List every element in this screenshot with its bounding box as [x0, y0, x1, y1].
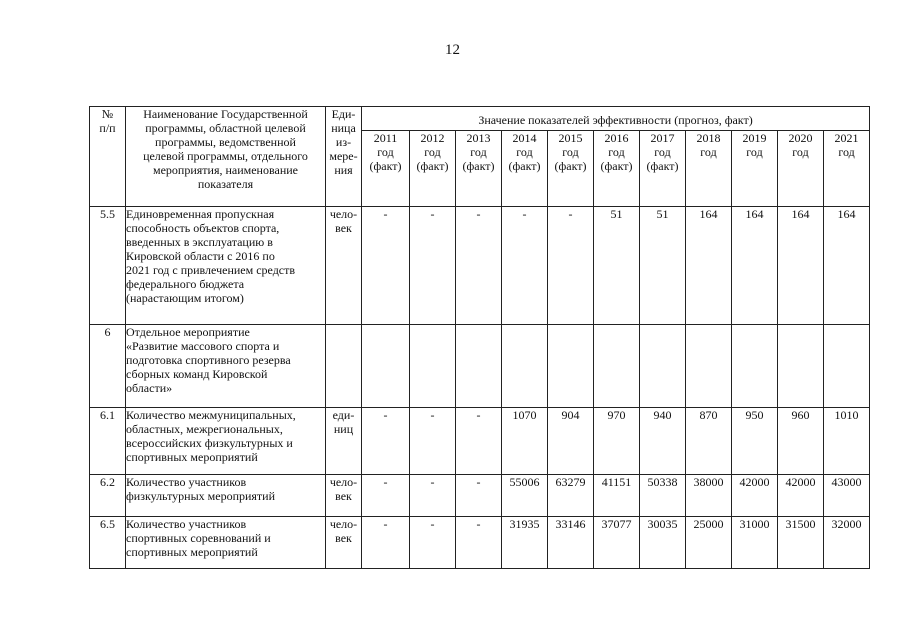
year-header-word: год	[654, 145, 671, 159]
unit-of-measure	[326, 517, 362, 569]
year-header-2015	[548, 131, 594, 207]
unit-of-measure	[326, 207, 362, 325]
year-header-2014	[502, 131, 548, 207]
year-header-word: год	[792, 145, 809, 159]
row-number: 5.5	[90, 207, 126, 325]
year-header-year: 2013	[466, 131, 491, 145]
year-header-2019	[732, 131, 778, 207]
year-header-year: 2018	[696, 131, 721, 145]
unit-of-measure	[326, 408, 362, 475]
value-cell-2020: 960	[778, 408, 824, 475]
value-cell-2011: -	[362, 408, 410, 475]
row-number: 6.1	[90, 408, 126, 475]
year-header-word: год	[377, 145, 394, 159]
value-cell-2018	[686, 325, 732, 408]
value-cell-2012: -	[410, 408, 456, 475]
value-cell-2013: -	[456, 517, 502, 569]
year-header-note: (факт)	[369, 159, 402, 173]
indicator-name	[126, 408, 326, 475]
value-cell-2012: -	[410, 475, 456, 517]
value-cell-2013: -	[456, 207, 502, 325]
indicator-name-line: способность объектов спорта,	[126, 221, 280, 235]
row-number: 6	[90, 325, 126, 408]
indicator-name-line: Отдельное мероприятие	[126, 325, 250, 339]
unit-line: век	[335, 531, 352, 545]
header-name-line: программы, ведомственной	[155, 135, 296, 149]
value-cell-2014	[502, 325, 548, 408]
year-header-note: (факт)	[508, 159, 541, 173]
value-cell-2021: 164	[824, 207, 870, 325]
unit-line: чело-	[329, 475, 358, 489]
unit-of-measure	[326, 325, 362, 408]
header-num-line: п/п	[99, 121, 116, 135]
value-cell-2016: 51	[594, 207, 640, 325]
header-name-line: мероприятия, наименование	[153, 163, 298, 177]
value-cell-2020	[778, 325, 824, 408]
value-cell-2020: 42000	[778, 475, 824, 517]
year-header-year: 2021	[834, 131, 859, 145]
indicator-name-line: спортивных мероприятий	[126, 545, 258, 559]
header-num-line: №	[101, 107, 114, 121]
value-cell-2014: 1070	[502, 408, 548, 475]
unit-line: век	[335, 221, 352, 235]
indicator-name	[126, 517, 326, 569]
year-header-year: 2012	[420, 131, 445, 145]
year-header-word: год	[700, 145, 717, 159]
unit-of-measure	[326, 475, 362, 517]
value-cell-2016: 970	[594, 408, 640, 475]
value-cell-2011: -	[362, 207, 410, 325]
value-cell-2016: 41151	[594, 475, 640, 517]
value-cell-2021: 43000	[824, 475, 870, 517]
indicator-name-line: Количество межмуниципальных,	[126, 408, 296, 422]
indicator-name-line: Единовременная пропускная	[126, 207, 275, 221]
value-cell-2012: -	[410, 207, 456, 325]
year-header-2018	[686, 131, 732, 207]
unit-line: еди-	[332, 408, 355, 422]
value-cell-2012	[410, 325, 456, 408]
indicator-name-line: сборных команд Кировской	[126, 367, 268, 381]
unit-line: чело-	[329, 207, 358, 221]
indicator-name-line: области»	[126, 381, 173, 395]
value-cell-2015	[548, 325, 594, 408]
header-unit-line: ница	[331, 121, 356, 135]
header-unit-line: из-	[335, 135, 352, 149]
value-cell-2017: 51	[640, 207, 686, 325]
year-header-note: (факт)	[646, 159, 679, 173]
table-body	[90, 207, 870, 569]
indicator-name-line: Кировской области с 2016 по	[126, 249, 275, 263]
indicator-name-line: спортивных соревнований и	[126, 531, 271, 545]
year-header-2016	[594, 131, 640, 207]
indicator-name-line: спортивных мероприятий	[126, 450, 258, 464]
year-header-word: год	[424, 145, 441, 159]
year-header-2012	[410, 131, 456, 207]
year-header-word: год	[470, 145, 487, 159]
year-header-2017	[640, 131, 686, 207]
row-number: 6.2	[90, 475, 126, 517]
table-row	[90, 408, 870, 475]
value-cell-2017: 50338	[640, 475, 686, 517]
header-row	[90, 107, 870, 131]
year-header-2011	[362, 131, 410, 207]
value-cell-2019: 31000	[732, 517, 778, 569]
header-name-line: показателя	[197, 177, 254, 191]
value-cell-2018: 870	[686, 408, 732, 475]
value-cell-2013	[456, 325, 502, 408]
value-cell-2015: 63279	[548, 475, 594, 517]
year-header-word: год	[516, 145, 533, 159]
indicator-name-line: «Развитие массового спорта и	[126, 339, 280, 353]
table-row	[90, 517, 870, 569]
year-header-note: (факт)	[416, 159, 449, 173]
value-cell-2021	[824, 325, 870, 408]
value-cell-2016: 37077	[594, 517, 640, 569]
value-cell-2019: 42000	[732, 475, 778, 517]
year-header-year: 2017	[650, 131, 675, 145]
indicator-name-line: (нарастающим итогом)	[126, 291, 244, 305]
value-cell-2015: -	[548, 207, 594, 325]
indicator-name-line: подготовка спортивного резерва	[126, 353, 291, 367]
table-row	[90, 475, 870, 517]
value-cell-2011	[362, 325, 410, 408]
year-header-year: 2016	[604, 131, 629, 145]
value-cell-2014: 31935	[502, 517, 548, 569]
year-header-2021	[824, 131, 870, 207]
year-header-note: (факт)	[554, 159, 587, 173]
value-cell-2011: -	[362, 517, 410, 569]
header-unit-line: ния	[334, 163, 353, 177]
page-number: 12	[445, 42, 460, 58]
value-cell-2021: 32000	[824, 517, 870, 569]
header-name-line: целевой программы, отдельного	[143, 149, 308, 163]
indicator-name	[126, 207, 326, 325]
indicator-name-line: всероссийских физкультурных и	[126, 436, 293, 450]
value-cell-2014: 55006	[502, 475, 548, 517]
header-unit-line: Еди-	[331, 107, 356, 121]
table-row	[90, 325, 870, 408]
header-num	[90, 107, 126, 207]
year-header-year: 2020	[788, 131, 813, 145]
indicator-name-line: физкультурных мероприятий	[126, 489, 276, 503]
unit-line: чело-	[329, 517, 358, 531]
header-values-title: Значение показателей эффективности (прогноз, факт)	[362, 107, 870, 131]
header-name	[126, 107, 326, 207]
value-cell-2013: -	[456, 408, 502, 475]
value-cell-2021: 1010	[824, 408, 870, 475]
value-cell-2020: 31500	[778, 517, 824, 569]
header-name-line: Наименование Государственной	[143, 107, 308, 121]
year-header-2020	[778, 131, 824, 207]
value-cell-2015: 33146	[548, 517, 594, 569]
indicator-name-line: 2021 год с привлечением средств	[126, 263, 296, 277]
indicator-name	[126, 325, 326, 408]
value-cell-2011: -	[362, 475, 410, 517]
value-cell-2016	[594, 325, 640, 408]
indicator-name-line: Количество участников	[126, 517, 247, 531]
year-header-word: год	[746, 145, 763, 159]
indicator-name	[126, 475, 326, 517]
year-header-year: 2019	[742, 131, 767, 145]
value-cell-2018: 38000	[686, 475, 732, 517]
unit-line: век	[335, 489, 352, 503]
value-cell-2019: 950	[732, 408, 778, 475]
year-header-year: 2014	[512, 131, 537, 145]
year-header-word: год	[838, 145, 855, 159]
year-header-year: 2011	[373, 131, 398, 145]
header-name-line: программы, областной целевой	[145, 121, 306, 135]
value-cell-2020: 164	[778, 207, 824, 325]
unit-line: ниц	[333, 422, 354, 436]
value-cell-2019	[732, 325, 778, 408]
row-number: 6.5	[90, 517, 126, 569]
value-cell-2017: 30035	[640, 517, 686, 569]
table-row	[90, 207, 870, 325]
indicator-name-line: областных, межрегиональных,	[126, 422, 283, 436]
header-unit-line: мере-	[329, 149, 358, 163]
value-cell-2013: -	[456, 475, 502, 517]
value-cell-2018: 164	[686, 207, 732, 325]
indicator-name-line: введенных в эксплуатацию в	[126, 235, 273, 249]
year-header-note: (факт)	[600, 159, 633, 173]
year-header-2013	[456, 131, 502, 207]
indicator-name-line: федерального бюджета	[126, 277, 245, 291]
year-header-note: (факт)	[462, 159, 495, 173]
indicators-table	[89, 106, 870, 569]
year-header-year: 2015	[558, 131, 583, 145]
value-cell-2017	[640, 325, 686, 408]
value-cell-2014: -	[502, 207, 548, 325]
value-cell-2018: 25000	[686, 517, 732, 569]
header-unit	[326, 107, 362, 207]
value-cell-2017: 940	[640, 408, 686, 475]
value-cell-2015: 904	[548, 408, 594, 475]
indicator-name-line: Количество участников	[126, 475, 247, 489]
value-cell-2019: 164	[732, 207, 778, 325]
value-cell-2012: -	[410, 517, 456, 569]
year-header-word: год	[608, 145, 625, 159]
year-header-word: год	[562, 145, 579, 159]
